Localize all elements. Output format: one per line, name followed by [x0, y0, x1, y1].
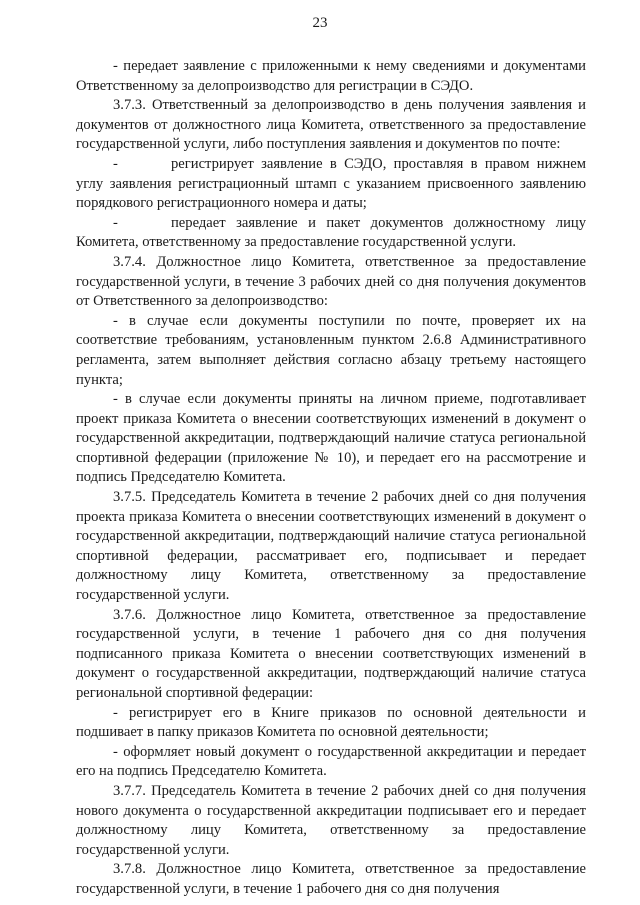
list-dash: -: [113, 155, 118, 172]
paragraph-registers: - регистрирует его в Книге приказов по основной деятельности и подшивает в папку приказов Комитета по основной деятельности;: [76, 704, 586, 741]
list-item-text: регистрирует заявление в СЭДО, проставляя в правом нижнем углу заявления регистрационный штамп с указанием присвоенного заявлению порядкового регистрационного номера и даты;: [76, 155, 586, 212]
paragraph-by-mail: - в случае если документы поступили по почте, проверяет их на соответствие требованиям, установленным пунктом 2.6.8 Административного регламента, затем выполняет действия согласно абзацу третьему настоящего пункта;: [76, 312, 586, 388]
list-dash: -: [113, 214, 118, 231]
document-body: [76, 57, 586, 900]
list-item-transfer: [76, 214, 586, 253]
paragraph-new-document: - оформляет новый документ о государственной аккредитации и передает его на подпись Председателю Комитета.: [76, 743, 586, 780]
list-item-register: [76, 155, 586, 214]
paragraph-3-7-6: 3.7.6. Должностное лицо Комитета, ответственное за предоставление государственной услуги, в течение 1 рабочего дня со дня получения подписанного приказа Комитета о внесении соответствующих изменений в документ о государственной аккредитации, подтверждающий наличие статуса региональной спортивной федерации:: [76, 606, 586, 701]
paragraph-3-7-7: 3.7.7. Председатель Комитета в течение 2 рабочих дней со дня получения нового документа о государственной аккредитации подписывает его и передает должностному лицу Комитета, ответственному за предоставление государственной услуги.: [76, 782, 586, 858]
page-number: 23: [312, 15, 328, 31]
paragraph-3-7-4: 3.7.4. Должностное лицо Комитета, ответственное за предоставление государственной услуги, в течение 3 рабочих дней со дня получения документов от Ответственного за делопроизводство:: [76, 253, 586, 310]
list-item-text: передает заявление и пакет документов должностному лицу Комитета, ответственному за предоставление государственной услуги.: [76, 214, 586, 251]
paragraph-3-7-3: 3.7.3. Ответственный за делопроизводство в день получения заявления и документов от должностного лица Комитета, ответственного за предоставление государственной услуги, либо поступления заявления и документов по почте:: [76, 97, 586, 153]
paragraph-3-7-8: 3.7.8. Должностное лицо Комитета, ответственное за предоставление государственной услуги, в течение 1 рабочего дня со дня получения: [76, 861, 586, 897]
paragraph-1: - передает заявление с приложенными к нему сведениями и документами Ответственному за делопроизводство для регистрации в СЭДО.: [76, 58, 586, 94]
paragraph-in-person: - в случае если документы приняты на личном приеме, подготавливает проект приказа Комитета о внесении соответствующих изменений в документ о государственной аккредитации, подтверждающий наличие статуса региональной спортивной федерации (приложение № 10), и передает его на рассмотрение и подпись Председателю Комитета.: [76, 391, 586, 486]
paragraph-3-7-5: 3.7.5. Председатель Комитета в течение 2 рабочих дней со дня получения проекта приказа Комитета о внесении соответствующих изменений в документ о государственной аккредитации, подтверждающий наличие статуса региональной спортивной федерации, рассматривает его, подписывает и передает должностному лицу Комитета, ответственному за предоставление государственной услуги.: [76, 489, 586, 604]
